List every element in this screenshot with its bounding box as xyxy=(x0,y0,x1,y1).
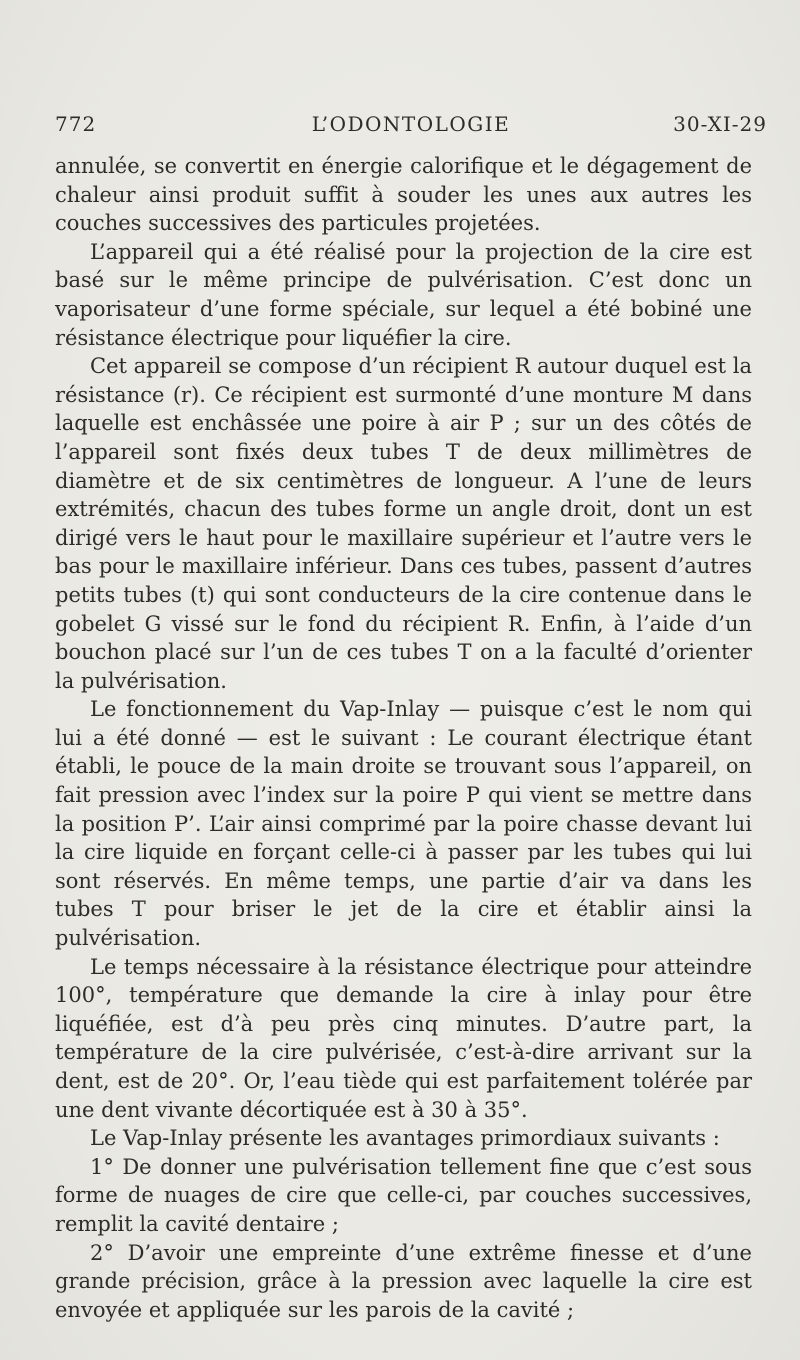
paragraph: 1° De donner une pulvérisation tellement fine que c’est sous forme de nuages de cire que celle-ci, par couches successives, remplit la cavité dentaire ; xyxy=(55,1154,752,1236)
running-title: L’ODONTOLOGIE xyxy=(311,112,511,136)
running-header xyxy=(55,112,767,142)
issue-date: 30-XI-29 xyxy=(673,112,767,136)
paragraph: annulée, se convertit en énergie calorifique et le dégagement de chaleur ainsi produit suffit à souder les unes aux autres les couches successives des particules projetées. xyxy=(55,154,752,236)
paragraph: L’appareil qui a été réalisé pour la projection de la cire est basé sur le même principe de pulvérisation. C’est donc un vaporisateur d’une forme spéciale, sur lequel a été bobiné une résistance électrique pour liquéfier la cire. xyxy=(55,239,752,350)
page-number: 772 xyxy=(55,112,97,136)
body-text xyxy=(55,152,752,1324)
paragraph: Le Vap-Inlay présente les avantages primordiaux suivants : xyxy=(90,1126,720,1151)
paragraph: Le fonctionnement du Vap-Inlay — puisque c’est le nom qui lui a été donné — est le suivant : Le courant électrique étant établi, le pouce de la main droite se trouvant sous l’appareil, on fait pression avec l’index sur la poire P qui vient se mettre dans la position P’. L’air ainsi comprimé par la poire chasse devant lui la cire liquide en forçant celle-ci à passer par les tubes qui lui sont réservés. En même temps, une partie d’air va dans les tubes T pour briser le jet de la cire et établir ainsi la pulvérisation. xyxy=(55,697,752,951)
paragraph: Cet appareil se compose d’un récipient R autour duquel est la résistance (r). Ce récipient est surmonté d’une monture M dans laquelle est enchâssée une poire à air P ; sur un des côtés de l’appareil sont fixés deux tubes T de deux millimètres de diamètre et de six centimètres de longueur. A l’une de leurs extrémités, chacun des tubes forme un angle droit, dont un est dirigé vers le haut pour le maxillaire supérieur et l’autre vers le bas pour le maxillaire inférieur. Dans ces tubes, passent d’autres petits tubes (t) qui sont conducteurs de la cire contenue dans le gobelet G vissé sur le fond du récipient R. Enfin, à l’aide d’un bouchon placé sur l’un de ces tubes T on a la faculté d’orienter la pulvérisation. xyxy=(55,354,752,693)
paragraph: Le temps nécessaire à la résistance électrique pour atteindre 100°, température que demande la cire à inlay pour être liquéfiée, est d’à peu près cinq minutes. D’autre part, la température de la cire pulvérisée, c’est-à-dire arrivant sur la dent, est de 20°. Or, l’eau tiède qui est parfaitement tolérée par une dent vivante décortiquée est à 30 à 35°. xyxy=(55,954,752,1122)
paragraph: 2° D’avoir une empreinte d’une extrême finesse et d’une grande précision, grâce à la pression avec laquelle la cire est envoyée et appliquée sur les parois de la cavité ; xyxy=(55,1240,752,1322)
